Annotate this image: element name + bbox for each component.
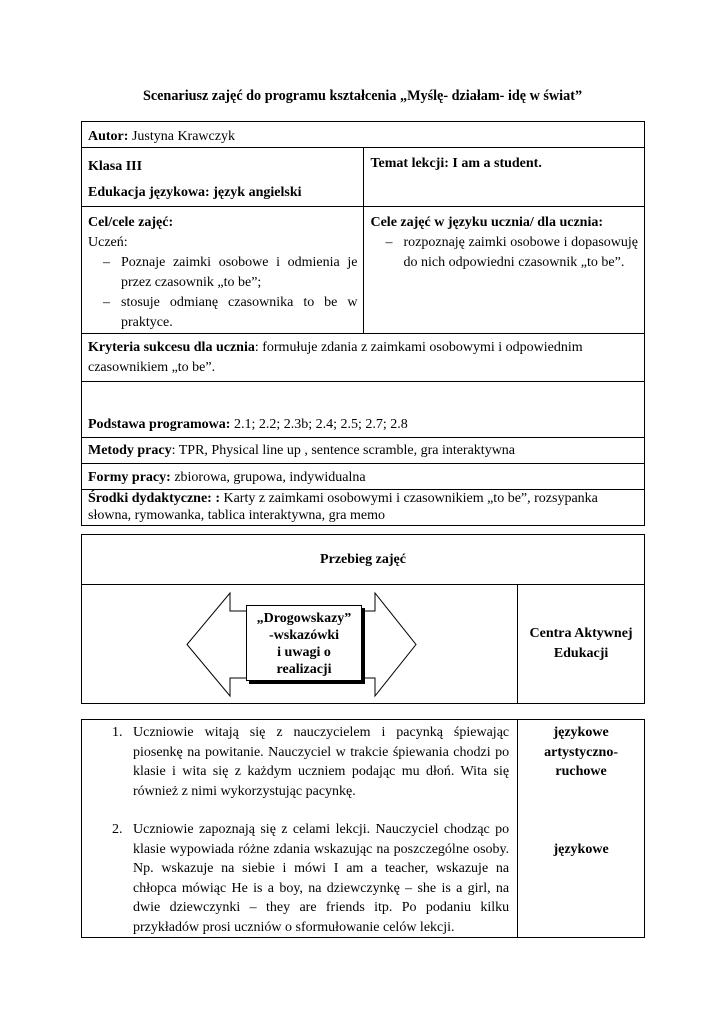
centers-heading: Centra Aktywnej Edukacji: [529, 626, 633, 661]
center-label: językowe: [553, 841, 609, 857]
centers-heading-cell: [518, 585, 645, 704]
goals-list: [88, 253, 357, 333]
course-heading-cell: [82, 535, 645, 585]
course-table: [81, 534, 645, 704]
forms-text: zbiorowa, grupowa, indywidualna: [170, 470, 366, 485]
author-row: [82, 122, 645, 148]
steps-text-cell: [82, 720, 518, 938]
forms-cell: [82, 464, 645, 490]
curriculum-text: 2.1; 2.2; 2.3b; 2.4; 2.5; 2.7; 2.8: [233, 417, 408, 432]
lesson-topic: Temat lekcji: I am a student.: [370, 156, 542, 171]
curriculum-label: Podstawa programowa:: [88, 417, 231, 432]
author-label: Autor:: [88, 129, 129, 144]
goals-label: Cel/cele zajęć:: [88, 215, 174, 230]
forms-label: Formy pracy:: [88, 470, 171, 485]
criteria-text: : formułuje zdania z zaimkami osobowymi i odpowiednim czasownikiem „to be”.: [88, 340, 583, 375]
student-goals-list: [370, 233, 638, 273]
methods-cell: [82, 438, 645, 464]
student-label: Uczeń:: [88, 235, 128, 250]
criteria-label: Kryteria sukcesu dla ucznia: [88, 340, 255, 355]
methods-text: : TPR, Physical line up , sentence scramble, gra interaktywna: [171, 443, 516, 458]
author-name: Justyna Krawczyk: [131, 129, 235, 144]
center-label: językowe: [553, 725, 609, 740]
steps-centers-cell: [518, 720, 645, 938]
steps-table: [81, 719, 645, 938]
materials-label: Środki dydaktyczne: :: [88, 491, 220, 506]
class-cell: [82, 148, 364, 207]
student-goal-item: – rozpoznaję zaimki osobowe i dopasowuję do nich odpowiedni czasownik „to be”.: [385, 235, 638, 270]
center-label: ruchowe: [555, 764, 607, 779]
step-item: 2. Uczniowie zapoznają się z celami lekcji. Nauczyciel chodząc po klasie wypowiada różne zdania wskazując na poszczególne osoby. Np. wskazuje na siebie i mówi I am a teacher, wskazuje na chłopca mówiąc He is a boy, na dziewczynkę – she is a girl, na dwie dziewczynki – they are friends itp. Po podaniu kilku przykładów prosi uczniów o sformułowanie celów lekcji.: [112, 822, 510, 935]
lesson-info-table: [81, 121, 645, 526]
student-goals-label: Cele zajęć w języku ucznia/ dla ucznia:: [370, 215, 603, 230]
goal-item: – stosuje odmianę czasownika to be w praktyce.: [103, 295, 358, 330]
signpost-box: „Drogowskazy” -wskazówki i uwagi o realizacji: [246, 605, 362, 681]
course-heading: Przebieg zajęć: [320, 551, 406, 567]
signpost-cell: [82, 585, 518, 704]
document-title: Scenariusz zajęć do programu kształcenia „Myślę- działam- idę w świat”: [142, 88, 583, 104]
materials-cell: [82, 490, 645, 526]
goal-item: – Poznaje zaimki osobowe i odmienia je przez czasownik „to be”;: [103, 255, 358, 290]
curriculum-cell: [82, 382, 645, 438]
methods-label: Metody pracy: [88, 443, 172, 458]
criteria-cell: [82, 334, 645, 382]
student-goals-cell: [364, 207, 645, 334]
education-label: Edukacja językowa: język angielski: [88, 185, 302, 200]
center-label: artystyczno-: [544, 744, 618, 760]
class-label: Klasa III: [88, 159, 143, 174]
materials-text: Karty z zaimkami osobowymi i czasownikiem „to be”, rozsypanka słowna, rymowanka, tablica interaktywna, gra memo: [88, 491, 598, 523]
goals-cell: [82, 207, 364, 334]
step-item: 1. Uczniowie witają się z nauczycielem i pacynką śpiewając piosenkę na powitanie. Nauczyciel w trakcie śpiewania chodzi po klasie i wita się z każdym uczniem podając mu dłoń. Wita się również z nimi wykorzystując pacynkę.: [112, 725, 510, 799]
steps-list: [88, 723, 509, 937]
topic-cell: [364, 148, 645, 207]
